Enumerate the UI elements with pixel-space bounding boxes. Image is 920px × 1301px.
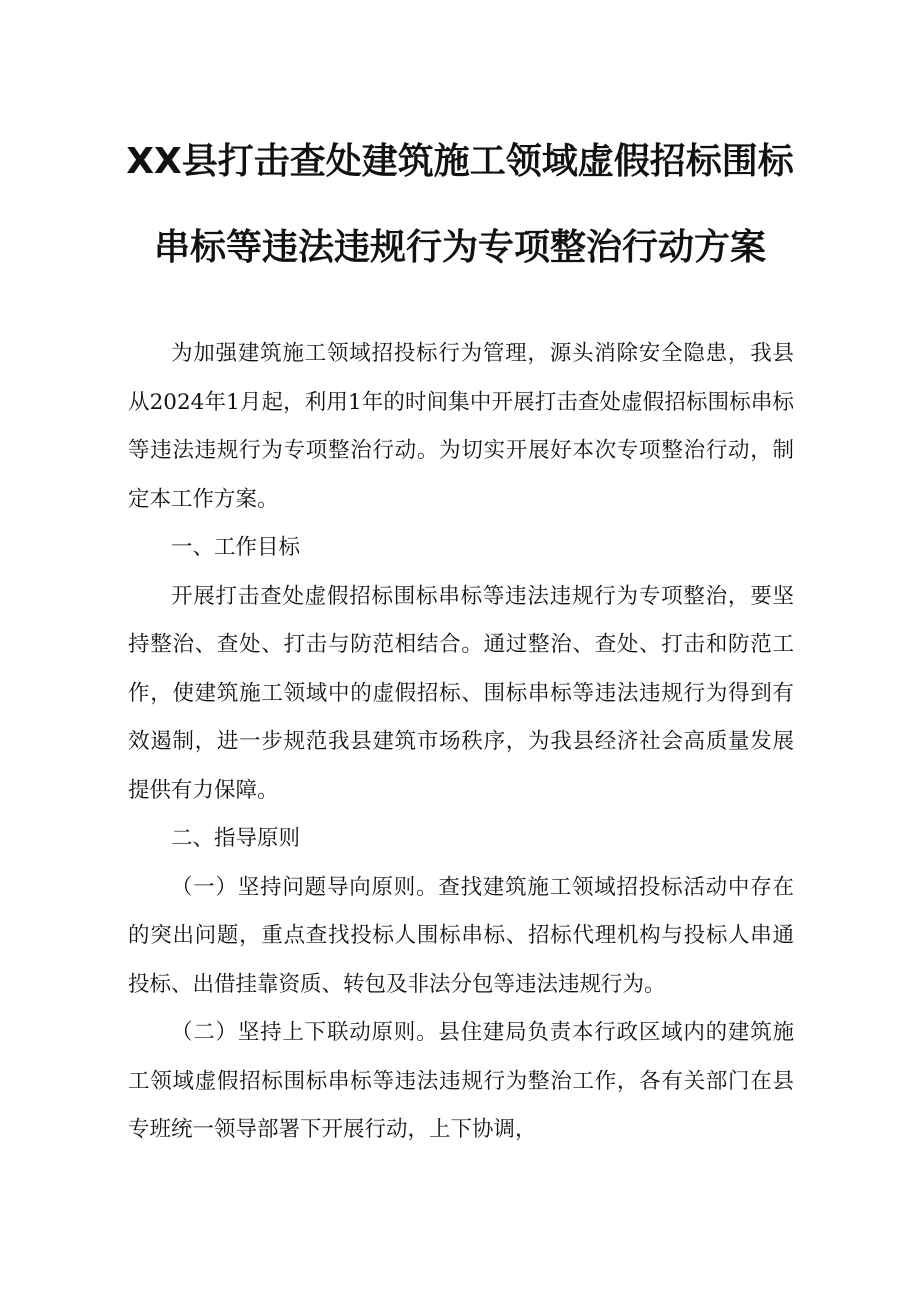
section-heading-principles: 二、指导原则	[171, 826, 301, 851]
goals-paragraph: 开展打击查处虚假招标围标串标等违法违规行为专项整治，要坚持整治、查处、打击与防范相结合。通过整治、查处、打击和防范工作，使建筑施工领域中的虚假招标、围标串标等违法违规行为得到有效遏制，进一步规范我县建筑市场秩序，为我县经济社会高质量发展提供有力保障。	[128, 583, 794, 803]
principle-1-paragraph: （一）坚持问题导向原则。查找建筑施工领域招投标活动中存在的突出问题，重点查找投标人围标串标、招标代理机构与投标人串通投标、出借挂靠资质、转包及非法分包等违法违规行为。	[128, 874, 794, 997]
section-heading-goals: 一、工作目标	[171, 535, 301, 560]
intro-paragraph: 为加强建筑施工领域招投标行为管理，源头消除安全隐患，我县从2024年1月起，利用1年的时间集中开展打击查处虚假招标围标串标等违法违规行为专项整治行动。为切实开展好本次专项整治行动，制定本工作方案。	[128, 341, 794, 512]
document-body	[128, 330, 794, 1155]
principle-2-paragraph: （二）坚持上下联动原则。县住建局负责本行政区域内的建筑施工领域虚假招标围标串标等违法违规行为整治工作，各有关部门在县专班统一领导部署下开展行动，上下协调，	[128, 1020, 794, 1142]
document-title-line-2: 串标等违法违规行为专项整治行动方案	[153, 227, 766, 268]
document-title-line-1: XX县打击查处建筑施工领域虚假招标围标	[126, 141, 794, 182]
